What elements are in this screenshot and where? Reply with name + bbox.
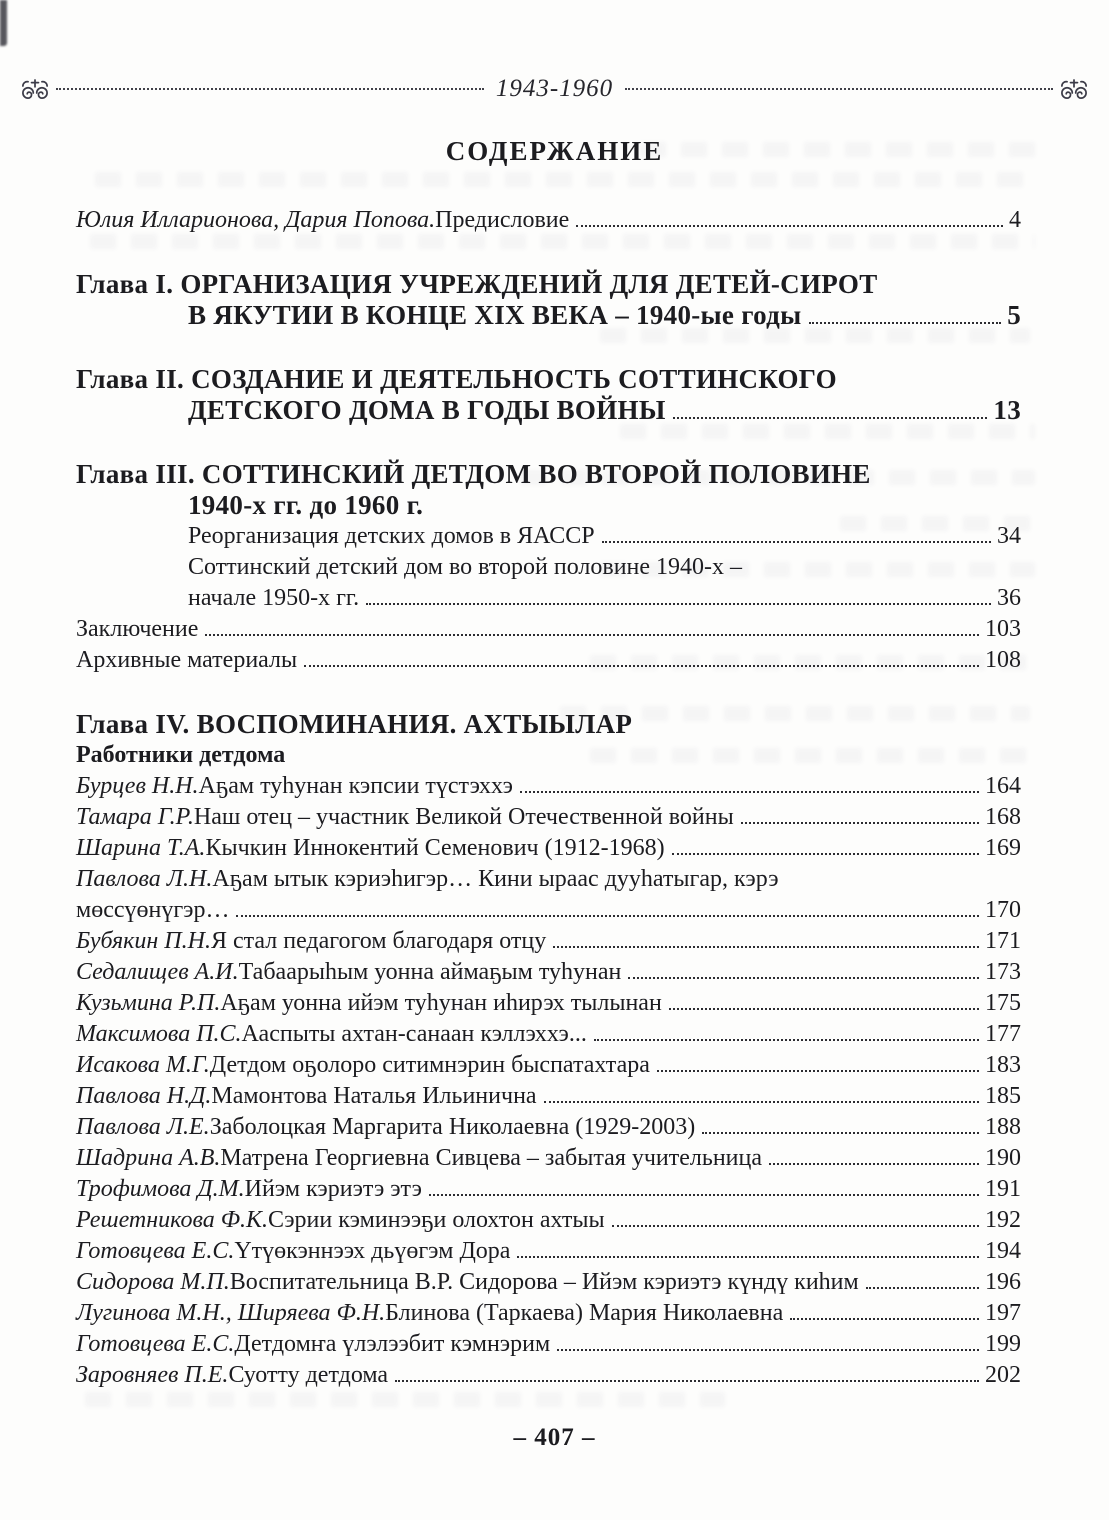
toc-row [76, 269, 1021, 300]
dot-leader [520, 791, 979, 793]
dot-leader [576, 225, 1003, 227]
toc-row [76, 1205, 1021, 1236]
toc-row [76, 1081, 1021, 1112]
dot-leader [669, 1008, 979, 1010]
dotted-rule-left [56, 88, 484, 90]
toc-row [76, 1298, 1021, 1329]
toc-row [76, 395, 1021, 426]
toc-row [76, 1019, 1021, 1050]
toc-entry-text: Заболоцкая Маргарита Николаевна (1929-2003) [209, 1114, 696, 1140]
toc-page-number: 190 [985, 1145, 1021, 1171]
toc-entry-text: Седалищев А.И. [76, 959, 239, 985]
floral-scroll-ornament-right [1055, 77, 1093, 102]
dot-leader [741, 822, 979, 824]
toc-page-number: 202 [985, 1362, 1021, 1388]
dot-leader [553, 946, 979, 948]
toc-row [76, 521, 1021, 552]
dot-leader [366, 603, 991, 605]
toc-row [76, 771, 1021, 802]
toc-entry-text: Ийэм кэриэтэ этэ [244, 1176, 422, 1202]
toc-entry-text: Работники детдома [76, 742, 286, 768]
toc-entry-text: Шадрина А.В. [76, 1145, 221, 1171]
toc-page-number: 188 [985, 1114, 1021, 1140]
toc-entry-text: начале 1950-х гг. [188, 585, 360, 611]
dot-leader [769, 1163, 979, 1165]
toc-row [76, 895, 1021, 926]
dot-leader [594, 1039, 979, 1041]
header-year-range: 1943-1960 [495, 75, 614, 102]
dot-leader [702, 1132, 979, 1134]
toc-entry-text: Блинова (Таркаева) Мария Николаевна [385, 1300, 784, 1326]
dot-leader [544, 1101, 979, 1103]
bleedthrough-artifact [85, 1392, 725, 1407]
toc-entry-text: Максимова П.С. [76, 1021, 242, 1047]
toc-row [76, 988, 1021, 1019]
toc-entry-text: Суотту детдома [228, 1362, 389, 1388]
toc-entry-text: Шарина Т.А. [76, 835, 206, 861]
toc-entry-text: Кузьмина Р.П. [76, 990, 221, 1016]
toc-page-number: 194 [985, 1238, 1021, 1264]
toc-page-number: 173 [985, 959, 1021, 985]
toc-entry-text: В ЯКУТИИ В КОНЦЕ XIX ВЕКА – 1940-ые годы [188, 300, 802, 330]
toc-page-number: 197 [985, 1300, 1021, 1326]
toc-page-number: 169 [985, 835, 1021, 861]
toc-entry-text: Кычкин Иннокентий Семенович (1912-1968) [205, 835, 665, 861]
dotted-rule-right [625, 88, 1053, 90]
toc-entry-text: мөссүөнүгэр… [76, 897, 230, 923]
toc-row [76, 926, 1021, 957]
toc-page-number: 164 [985, 773, 1021, 799]
toc-row [76, 1174, 1021, 1205]
toc-entry-text: Предисловие [435, 207, 570, 233]
scan-edge-artifact [0, 0, 7, 46]
toc-page-number: 108 [985, 647, 1021, 673]
toc-entry-text: Заключение [76, 616, 199, 642]
toc-page-number: 34 [997, 523, 1021, 549]
toc-row [76, 1329, 1021, 1360]
toc-entry-text: Глава I. ОРГАНИЗАЦИЯ УЧРЕЖДЕНИЙ ДЛЯ ДЕТЕЙ-СИРОТ [76, 269, 878, 299]
bleedthrough-artifact [95, 172, 1025, 187]
toc-row [76, 1267, 1021, 1298]
toc-entry-text: Үтүөкэннээх дьүөгэм Дора [234, 1238, 511, 1264]
toc-entry-text: Трофимова Д.М. [76, 1176, 245, 1202]
toc-entry-text: Решетникова Ф.К. [76, 1207, 268, 1233]
toc-page-number: 196 [985, 1269, 1021, 1295]
toc-entry-text: Аҕам уонна ийэм туһунан иһирэх тылынан [220, 990, 662, 1016]
toc-page-number: 5 [1007, 300, 1021, 330]
dot-leader [395, 1380, 979, 1382]
dot-leader [517, 1256, 979, 1258]
toc-page-number: 4 [1009, 207, 1021, 233]
dot-leader [304, 665, 979, 667]
toc-entry-text: Наш отец – участник Великой Отечественной войны [193, 804, 734, 830]
page-header [16, 74, 1093, 104]
dot-leader [205, 634, 979, 636]
toc-row [76, 583, 1021, 614]
toc-row [76, 1050, 1021, 1081]
toc-entry-text: Детдомҥа үлэлээбит кэмнэрим [234, 1331, 551, 1357]
toc-entry-text: Табаарыһым уонна аймаҕым туһунан [238, 959, 622, 985]
toc-entry-text: Готовцева Е.С. [76, 1331, 235, 1357]
dot-leader [809, 322, 1002, 324]
dot-leader [866, 1287, 979, 1289]
toc-page-number: 36 [997, 585, 1021, 611]
toc-entry-text: Архивные материалы [76, 647, 298, 673]
toc-entry-text: Лугинова М.Н., Ширяева Ф.Н. [76, 1300, 386, 1326]
dot-leader [557, 1349, 979, 1351]
footer-page-number: – 407 – [513, 1424, 596, 1451]
toc-entry-text: Сэрии кэминээҕи олохтон ахтыы [267, 1207, 605, 1233]
dot-leader [602, 541, 991, 543]
toc-page-number: 103 [985, 616, 1021, 642]
toc-row [76, 740, 1021, 771]
toc-entry-text: 1940-х гг. до 1960 г. [188, 490, 424, 520]
toc-page-number: 185 [985, 1083, 1021, 1109]
toc-page-number: 170 [985, 897, 1021, 923]
toc-entry-text: Заровняев П.Е. [76, 1362, 229, 1388]
toc-row [76, 833, 1021, 864]
dot-leader [628, 977, 979, 979]
page-title: СОДЕРЖАНИЕ [445, 136, 664, 166]
toc-page-number: 175 [985, 990, 1021, 1016]
toc-row [76, 490, 1021, 521]
toc-page-number: 168 [985, 804, 1021, 830]
toc-entry-text: Детдом оҕолоро ситимнэрин быспатахтара [209, 1052, 650, 1078]
dot-leader [672, 853, 979, 855]
dot-leader [790, 1318, 979, 1320]
toc-entry-text: Матрена Георгиевна Сивцева – забытая учительница [220, 1145, 763, 1171]
dot-leader [673, 417, 988, 419]
page-footer [0, 1424, 1109, 1452]
toc-entry-text: Сидорова М.П. [76, 1269, 230, 1295]
dot-leader [429, 1194, 979, 1196]
toc-entry-text: Глава II. СОЗДАНИЕ И ДЕЯТЕЛЬНОСТЬ СОТТИНСКОГО [76, 364, 837, 394]
toc-entry-text: Мамонтова Наталья Ильинична [211, 1083, 537, 1109]
toc-entry-text: ДЕТСКОГО ДОМА В ГОДЫ ВОЙНЫ [188, 395, 666, 425]
toc-entry-text: Юлия Илларионова, Дария Попова. [76, 207, 436, 233]
toc-page-number: 171 [985, 928, 1021, 954]
dot-leader [612, 1225, 979, 1227]
toc-row [76, 709, 1021, 740]
toc-row [76, 300, 1021, 331]
toc-row [76, 1360, 1021, 1391]
toc-row [76, 957, 1021, 988]
toc-entry-text: Павлова Л.Е. [76, 1114, 210, 1140]
toc-row [76, 614, 1021, 645]
toc-entry-text: Тамара Г.Р. [76, 804, 194, 830]
toc-entry-text: Исакова М.Г. [76, 1052, 210, 1078]
dot-leader [657, 1070, 979, 1072]
toc-entry-text: Бурцев Н.Н. [76, 773, 199, 799]
toc-entry-text: Готовцева Е.С. [76, 1238, 235, 1264]
toc-page-number: 13 [993, 395, 1021, 425]
toc-entry-text: Соттинский детский дом во второй половине 1940-х – [188, 554, 743, 580]
toc-row [76, 1143, 1021, 1174]
toc-page-number: 199 [985, 1331, 1021, 1357]
toc-entry-text: Реорганизация детских домов в ЯАССР [188, 523, 595, 549]
toc-entry-text: Павлова Н.Д. [76, 1083, 212, 1109]
toc-row [76, 459, 1021, 490]
toc-row [76, 364, 1021, 395]
toc-entry-text: Аҕам ытык кэриэһигэр… Кини ыраас дууһатыгар, кэрэ [212, 866, 779, 892]
toc-entry-text: Я стал педагогом благодаря отцу [210, 928, 547, 954]
toc-entry-text: Павлова Л.Н. [76, 866, 213, 892]
toc-row [76, 205, 1021, 236]
toc-row [76, 645, 1021, 676]
toc-page-number: 183 [985, 1052, 1021, 1078]
toc-row [76, 802, 1021, 833]
toc-entry-text: Глава III. СОТТИНСКИЙ ДЕТДОМ ВО ВТОРОЙ ПОЛОВИНЕ [76, 459, 871, 489]
toc-entry-text: Бубякин П.Н. [76, 928, 211, 954]
toc-row [76, 1112, 1021, 1143]
toc-entry-text: Аҕам туһунан кэпсии түстэххэ [198, 773, 513, 799]
toc-page-number: 177 [985, 1021, 1021, 1047]
dot-leader [236, 915, 979, 917]
toc-row [76, 864, 1021, 895]
table-of-contents [76, 205, 1021, 1391]
toc-entry-text: Глава IV. ВОСПОМИНАНИЯ. АХТЫЫЛАР [76, 709, 633, 739]
toc-row [76, 552, 1021, 583]
toc-row [76, 1236, 1021, 1267]
toc-entry-text: Ааспыты ахтан-санаан кэллэххэ... [241, 1021, 587, 1047]
toc-page-number: 192 [985, 1207, 1021, 1233]
floral-scroll-ornament-left [16, 77, 54, 102]
toc-entry-text: Воспитательница В.Р. Сидорова – Ийэм кэриэтэ күндү киһим [229, 1269, 859, 1295]
toc-page-number: 191 [985, 1176, 1021, 1202]
